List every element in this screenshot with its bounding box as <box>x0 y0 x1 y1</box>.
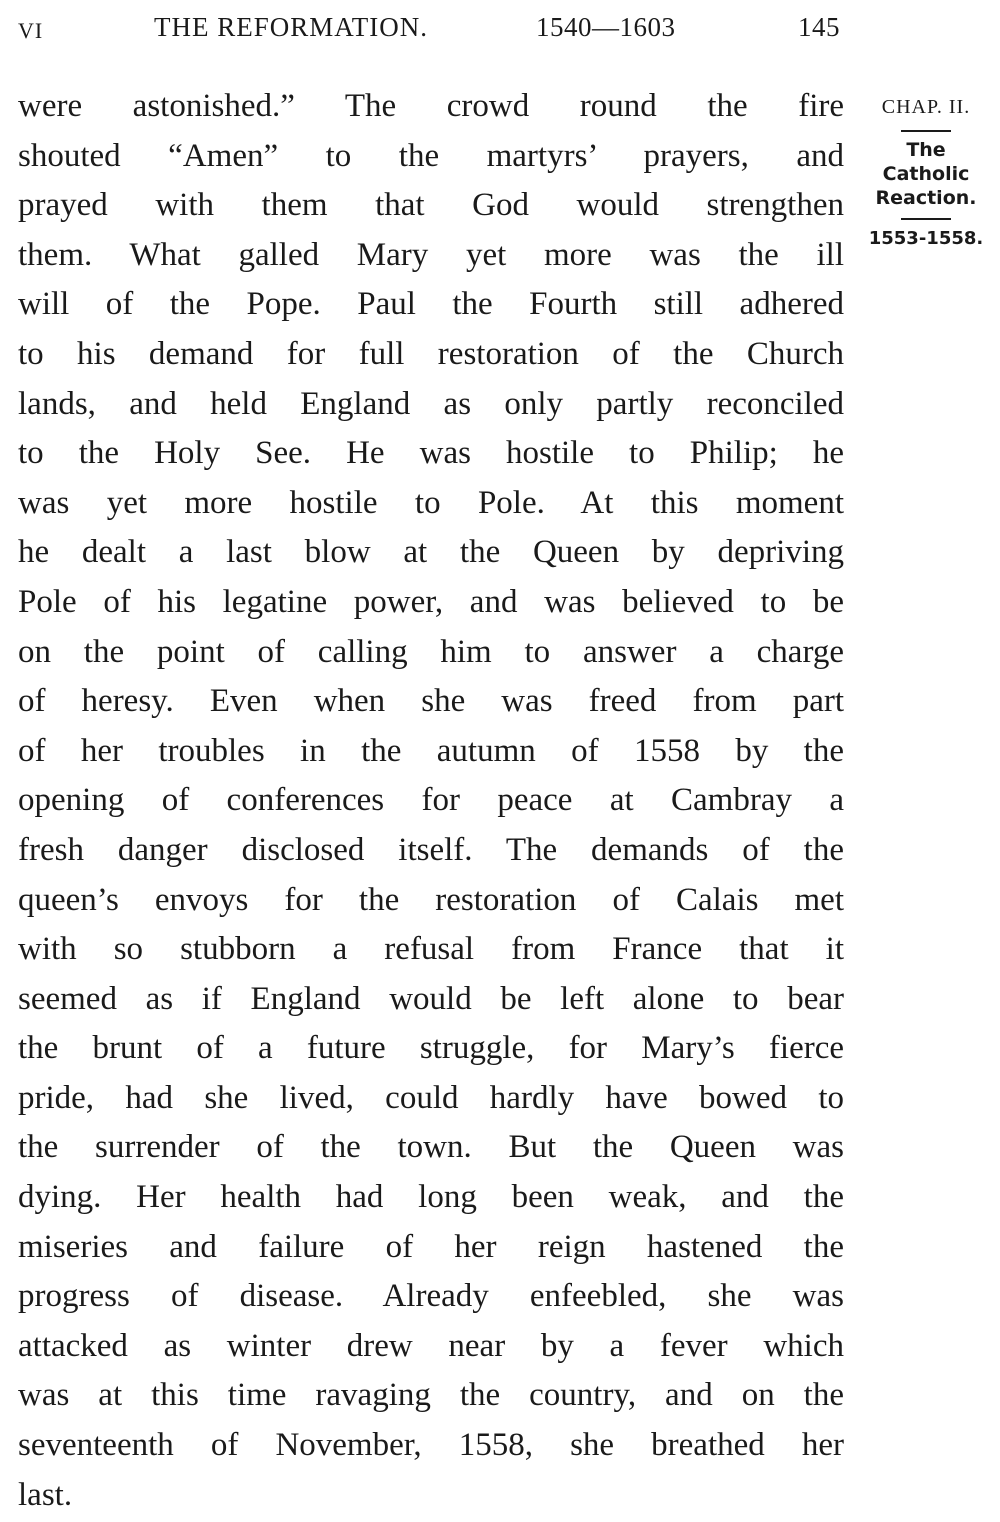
text-line: was at this time ravaging the country, and on the <box>18 1377 844 1414</box>
page-number: 145 <box>798 12 840 42</box>
running-title: THE REFORMATION. <box>154 12 429 42</box>
marginal-heading-line: The <box>906 139 946 161</box>
marginal-heading-line: Reaction. <box>875 187 977 209</box>
section-number: VI <box>18 18 44 43</box>
text-line: seventeenth of November, 1558, she breathed her <box>18 1427 844 1464</box>
text-line: opening of conferences for peace at Cambray a <box>18 782 844 819</box>
text-line: progress of disease. Already enfeebled, she was <box>18 1278 844 1315</box>
text-line-last: last. <box>18 1476 73 1513</box>
text-line: fresh danger disclosed itself. The demands of the <box>18 831 844 868</box>
text-line: them. What galled Mary yet more was the ill <box>18 236 844 273</box>
marginal-heading <box>858 138 994 210</box>
text-line: lands, and held England as only partly reconciled <box>18 385 844 422</box>
divider <box>901 130 951 132</box>
text-line: prayed with them that God would strengthen <box>18 187 844 224</box>
text-line: the brunt of a future struggle, for Mary’s fierce <box>18 1030 844 1067</box>
text-line: attacked as winter drew near by a fever which <box>18 1327 844 1364</box>
running-dates: 1540—1603 <box>536 12 676 42</box>
text-line: was yet more hostile to Pole. At this moment <box>18 484 844 521</box>
text-line: to the Holy See. He was hostile to Philip; he <box>18 435 844 472</box>
text-line: Pole of his legatine power, and was believed to be <box>18 583 844 620</box>
text-line: of heresy. Even when she was freed from part <box>18 683 844 720</box>
text-line: shouted “Amen” to the martyrs’ prayers, and <box>18 137 844 174</box>
text-line: with so stubborn a refusal from France that it <box>18 931 844 968</box>
text-line: miseries and failure of her reign hastened the <box>18 1228 844 1265</box>
divider <box>901 218 951 220</box>
text-line: he dealt a last blow at the Queen by depriving <box>18 534 844 571</box>
text-line: to his demand for full restoration of the Church <box>18 335 844 372</box>
marginal-heading-line: Catholic <box>882 163 970 185</box>
marginal-notes <box>858 92 994 252</box>
text-line: queen’s envoys for the restoration of Calais met <box>18 881 844 918</box>
text-line: pride, had she lived, could hardly have bowed to <box>18 1079 844 1116</box>
marginal-dates: 1553-1558. <box>868 228 984 249</box>
text-line: of her troubles in the autumn of 1558 by the <box>18 732 844 769</box>
text-line: were astonished.” The crowd round the fire <box>18 88 844 124</box>
running-head <box>18 12 844 52</box>
text-line: on the point of calling him to answer a charge <box>18 633 844 670</box>
text-line: dying. Her health had long been weak, and the <box>18 1179 844 1216</box>
chapter-label: CHAP. II. <box>881 96 971 118</box>
text-line: will of the Pope. Paul the Fourth still adhered <box>18 286 844 323</box>
text-line: the surrender of the town. But the Queen was <box>18 1129 844 1166</box>
text-line: seemed as if England would be left alone to bear <box>18 980 844 1017</box>
body-text <box>18 82 844 1520</box>
